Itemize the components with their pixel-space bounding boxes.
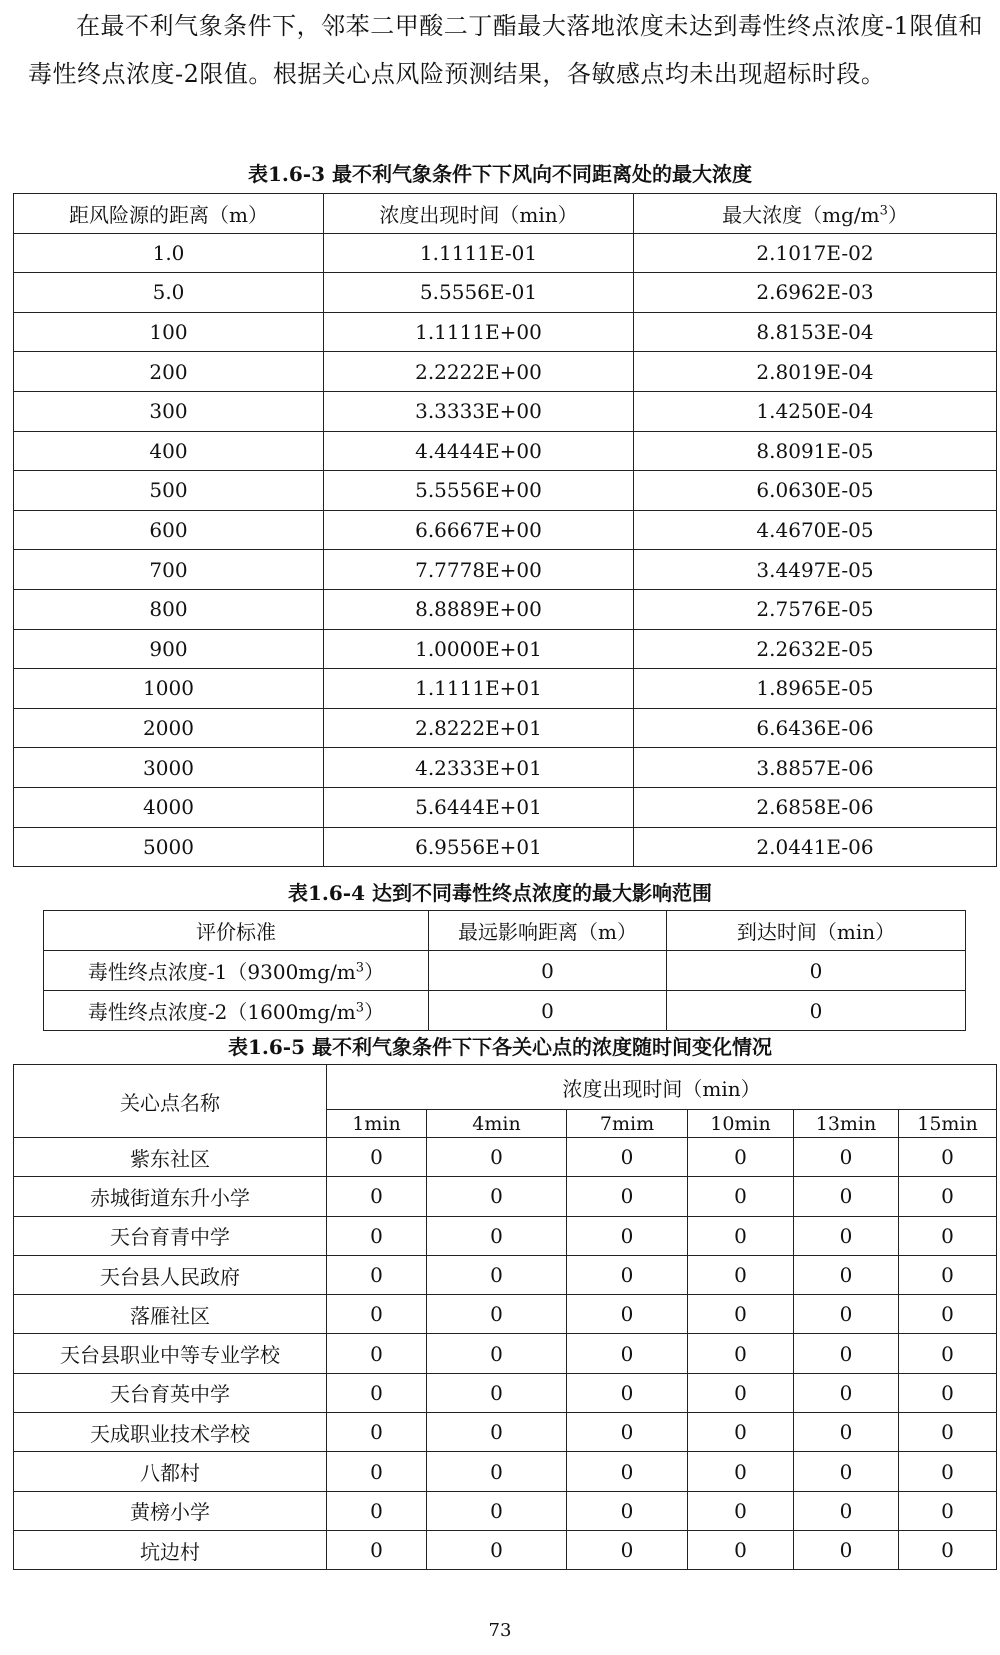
table-165 bbox=[13, 1064, 997, 1570]
concentration-value-cell: 0 bbox=[427, 1373, 567, 1412]
time-cell: 5.5556E-01 bbox=[324, 273, 634, 313]
table-row bbox=[14, 589, 997, 629]
header-time: 浓度出现时间（min） bbox=[324, 194, 634, 234]
concentration-value-cell: 0 bbox=[567, 1452, 688, 1491]
concentration-cell: 2.2632E-05 bbox=[634, 629, 997, 669]
time-cell: 0 bbox=[667, 951, 966, 991]
table-header-row bbox=[14, 194, 997, 234]
table-row bbox=[14, 1216, 997, 1255]
table-row bbox=[14, 629, 997, 669]
table-row bbox=[14, 1373, 997, 1412]
concentration-cell: 6.6436E-06 bbox=[634, 708, 997, 748]
concentration-value-cell: 0 bbox=[327, 1491, 427, 1530]
concentration-cell: 2.8019E-04 bbox=[634, 352, 997, 392]
concentration-value-cell: 0 bbox=[427, 1452, 567, 1491]
header-time-group: 浓度出现时间（min） bbox=[327, 1065, 997, 1110]
concentration-value-cell: 0 bbox=[427, 1216, 567, 1255]
concentration-value-cell: 0 bbox=[427, 1413, 567, 1452]
concentration-value-cell: 0 bbox=[899, 1295, 997, 1334]
table-row bbox=[14, 787, 997, 827]
concentration-value-cell: 0 bbox=[794, 1216, 899, 1255]
concentration-value-cell: 0 bbox=[899, 1413, 997, 1452]
time-cell: 6.9556E+01 bbox=[324, 827, 634, 867]
concentration-value-cell: 0 bbox=[327, 1452, 427, 1491]
point-name-cell: 天台育英中学 bbox=[14, 1373, 327, 1412]
concentration-cell: 3.8857E-06 bbox=[634, 748, 997, 788]
concentration-value-cell: 0 bbox=[899, 1491, 997, 1530]
concentration-value-cell: 0 bbox=[427, 1138, 567, 1177]
concentration-value-cell: 0 bbox=[688, 1413, 794, 1452]
time-cell: 1.1111E-01 bbox=[324, 233, 634, 273]
standard-text: 毒性终点浓度-2（1600mg/m bbox=[87, 1000, 356, 1024]
standard-text: 毒性终点浓度-1（9300mg/m bbox=[87, 960, 356, 984]
time-cell: 1.1111E+01 bbox=[324, 669, 634, 709]
header-standard: 评价标准 bbox=[44, 911, 429, 951]
table-row bbox=[14, 1491, 997, 1530]
point-name-cell: 天成职业技术学校 bbox=[14, 1413, 327, 1452]
concentration-value-cell: 0 bbox=[327, 1295, 427, 1334]
distance-cell: 400 bbox=[14, 431, 324, 471]
header-max-concentration-text: 最大浓度（mg/m bbox=[722, 202, 880, 227]
table-row bbox=[44, 951, 966, 991]
time-column-header: 13min bbox=[794, 1110, 899, 1138]
concentration-value-cell: 0 bbox=[794, 1334, 899, 1373]
concentration-value-cell: 0 bbox=[794, 1413, 899, 1452]
concentration-value-cell: 0 bbox=[794, 1255, 899, 1294]
concentration-cell: 8.8091E-05 bbox=[634, 431, 997, 471]
concentration-cell: 2.6962E-03 bbox=[634, 273, 997, 313]
table-row bbox=[14, 827, 997, 867]
distance-cell: 800 bbox=[14, 589, 324, 629]
concentration-cell: 2.6858E-06 bbox=[634, 787, 997, 827]
superscript: 3 bbox=[355, 960, 365, 976]
concentration-value-cell: 0 bbox=[567, 1491, 688, 1530]
distance-cell: 500 bbox=[14, 471, 324, 511]
table-row bbox=[14, 391, 997, 431]
table-row bbox=[14, 708, 997, 748]
distance-cell: 3000 bbox=[14, 748, 324, 788]
concentration-value-cell: 0 bbox=[327, 1373, 427, 1412]
concentration-value-cell: 0 bbox=[899, 1334, 997, 1373]
table-row bbox=[14, 312, 997, 352]
concentration-value-cell: 0 bbox=[688, 1255, 794, 1294]
concentration-value-cell: 0 bbox=[688, 1373, 794, 1412]
time-cell: 1.1111E+00 bbox=[324, 312, 634, 352]
table-row bbox=[14, 273, 997, 313]
point-name-cell: 天台县职业中等专业学校 bbox=[14, 1334, 327, 1373]
table-row bbox=[14, 1452, 997, 1491]
header-distance: 距风险源的距离（m） bbox=[14, 194, 324, 234]
point-name-cell: 天台育青中学 bbox=[14, 1216, 327, 1255]
concentration-value-cell: 0 bbox=[427, 1255, 567, 1294]
point-name-cell: 赤城街道东升小学 bbox=[14, 1177, 327, 1216]
table-row bbox=[14, 1413, 997, 1452]
time-column-header: 4min bbox=[427, 1110, 567, 1138]
standard-close: ） bbox=[364, 960, 385, 984]
concentration-value-cell: 0 bbox=[567, 1530, 688, 1569]
time-cell: 0 bbox=[667, 991, 966, 1031]
table-row bbox=[44, 991, 966, 1031]
distance-cell: 5.0 bbox=[14, 273, 324, 313]
concentration-value-cell: 0 bbox=[688, 1216, 794, 1255]
table-row bbox=[14, 748, 997, 788]
time-column-header: 7mim bbox=[567, 1110, 688, 1138]
table-row bbox=[14, 669, 997, 709]
point-name-cell: 落雁社区 bbox=[14, 1295, 327, 1334]
concentration-value-cell: 0 bbox=[327, 1530, 427, 1569]
distance-cell: 200 bbox=[14, 352, 324, 392]
concentration-value-cell: 0 bbox=[794, 1138, 899, 1177]
time-column-header: 10min bbox=[688, 1110, 794, 1138]
table-header-row bbox=[44, 911, 966, 951]
concentration-cell: 3.4497E-05 bbox=[634, 550, 997, 590]
distance-cell: 0 bbox=[429, 951, 667, 991]
distance-cell: 600 bbox=[14, 510, 324, 550]
point-name-cell: 紫东社区 bbox=[14, 1138, 327, 1177]
point-name-cell: 八都村 bbox=[14, 1452, 327, 1491]
concentration-cell: 4.4670E-05 bbox=[634, 510, 997, 550]
table-row bbox=[14, 1177, 997, 1216]
concentration-value-cell: 0 bbox=[567, 1373, 688, 1412]
table-row bbox=[14, 1295, 997, 1334]
distance-cell: 700 bbox=[14, 550, 324, 590]
concentration-value-cell: 0 bbox=[794, 1373, 899, 1412]
concentration-value-cell: 0 bbox=[688, 1491, 794, 1530]
concentration-value-cell: 0 bbox=[567, 1177, 688, 1216]
table-row bbox=[14, 510, 997, 550]
concentration-value-cell: 0 bbox=[427, 1530, 567, 1569]
table-164-caption: 表1.6-4 达到不同毒性终点浓度的最大影响范围 bbox=[288, 881, 712, 905]
concentration-value-cell: 0 bbox=[794, 1452, 899, 1491]
time-cell: 7.7778E+00 bbox=[324, 550, 634, 590]
header-arrival-time: 到达时间（min） bbox=[667, 911, 966, 951]
time-cell: 4.4444E+00 bbox=[324, 431, 634, 471]
time-column-header: 15min bbox=[899, 1110, 997, 1138]
distance-cell: 900 bbox=[14, 629, 324, 669]
distance-cell: 300 bbox=[14, 391, 324, 431]
point-name-cell: 天台县人民政府 bbox=[14, 1255, 327, 1294]
concentration-value-cell: 0 bbox=[427, 1177, 567, 1216]
table-row bbox=[14, 352, 997, 392]
table-row bbox=[14, 431, 997, 471]
time-cell: 5.6444E+01 bbox=[324, 787, 634, 827]
concentration-value-cell: 0 bbox=[688, 1177, 794, 1216]
time-cell: 2.8222E+01 bbox=[324, 708, 634, 748]
concentration-value-cell: 0 bbox=[688, 1452, 794, 1491]
concentration-value-cell: 0 bbox=[899, 1530, 997, 1569]
concentration-cell: 1.8965E-05 bbox=[634, 669, 997, 709]
distance-cell: 4000 bbox=[14, 787, 324, 827]
header-farthest-distance: 最远影响距离（m） bbox=[429, 911, 667, 951]
concentration-value-cell: 0 bbox=[567, 1138, 688, 1177]
concentration-value-cell: 0 bbox=[327, 1413, 427, 1452]
distance-cell: 1000 bbox=[14, 669, 324, 709]
concentration-value-cell: 0 bbox=[427, 1491, 567, 1530]
concentration-cell: 8.8153E-04 bbox=[634, 312, 997, 352]
concentration-value-cell: 0 bbox=[327, 1138, 427, 1177]
table-row bbox=[14, 471, 997, 511]
time-cell: 4.2333E+01 bbox=[324, 748, 634, 788]
table-163-caption: 表1.6-3 最不利气象条件下下风向不同距离处的最大浓度 bbox=[248, 162, 752, 186]
intro-paragraph: 在最不利气象条件下，邻苯二甲酸二丁酯最大落地浓度未达到毒性终点浓度-1限值和毒性终点浓度-2限值。根据关心点风险预测结果，各敏感点均未出现超标时段。 bbox=[28, 12, 983, 88]
concentration-value-cell: 0 bbox=[899, 1138, 997, 1177]
concentration-value-cell: 0 bbox=[427, 1334, 567, 1373]
table-164 bbox=[43, 910, 966, 1031]
header-close: ） bbox=[887, 202, 908, 227]
concentration-value-cell: 0 bbox=[567, 1295, 688, 1334]
concentration-value-cell: 0 bbox=[688, 1530, 794, 1569]
header-point-name: 关心点名称 bbox=[14, 1065, 327, 1138]
time-cell: 8.8889E+00 bbox=[324, 589, 634, 629]
concentration-value-cell: 0 bbox=[899, 1255, 997, 1294]
concentration-value-cell: 0 bbox=[688, 1138, 794, 1177]
concentration-value-cell: 0 bbox=[567, 1255, 688, 1294]
concentration-cell: 1.4250E-04 bbox=[634, 391, 997, 431]
concentration-value-cell: 0 bbox=[327, 1334, 427, 1373]
time-cell: 6.6667E+00 bbox=[324, 510, 634, 550]
concentration-value-cell: 0 bbox=[899, 1216, 997, 1255]
table-row bbox=[14, 233, 997, 273]
concentration-value-cell: 0 bbox=[327, 1177, 427, 1216]
concentration-cell: 6.0630E-05 bbox=[634, 471, 997, 511]
distance-cell: 1.0 bbox=[14, 233, 324, 273]
concentration-value-cell: 0 bbox=[794, 1177, 899, 1216]
distance-cell: 0 bbox=[429, 991, 667, 1031]
distance-cell: 5000 bbox=[14, 827, 324, 867]
distance-cell: 2000 bbox=[14, 708, 324, 748]
concentration-value-cell: 0 bbox=[427, 1295, 567, 1334]
header-max-concentration bbox=[634, 194, 997, 234]
concentration-value-cell: 0 bbox=[794, 1530, 899, 1569]
concentration-value-cell: 0 bbox=[899, 1452, 997, 1491]
concentration-value-cell: 0 bbox=[688, 1334, 794, 1373]
standard-close: ） bbox=[364, 1000, 385, 1024]
table-row bbox=[14, 1334, 997, 1373]
time-cell: 3.3333E+00 bbox=[324, 391, 634, 431]
concentration-value-cell: 0 bbox=[688, 1295, 794, 1334]
table-row bbox=[14, 1138, 997, 1177]
table-row bbox=[14, 1255, 997, 1294]
distance-cell: 100 bbox=[14, 312, 324, 352]
page-number: 73 bbox=[488, 1620, 512, 1641]
concentration-value-cell: 0 bbox=[567, 1413, 688, 1452]
table-group-header-row bbox=[14, 1065, 997, 1110]
time-cell: 5.5556E+00 bbox=[324, 471, 634, 511]
time-column-header: 1min bbox=[327, 1110, 427, 1138]
concentration-value-cell: 0 bbox=[327, 1255, 427, 1294]
concentration-value-cell: 0 bbox=[567, 1334, 688, 1373]
point-name-cell: 坑边村 bbox=[14, 1530, 327, 1569]
concentration-value-cell: 0 bbox=[794, 1295, 899, 1334]
superscript: 3 bbox=[355, 1000, 365, 1016]
concentration-cell: 2.1017E-02 bbox=[634, 233, 997, 273]
concentration-cell: 2.7576E-05 bbox=[634, 589, 997, 629]
table-163 bbox=[13, 193, 997, 867]
time-cell: 1.0000E+01 bbox=[324, 629, 634, 669]
time-cell: 2.2222E+00 bbox=[324, 352, 634, 392]
table-row bbox=[14, 550, 997, 590]
concentration-value-cell: 0 bbox=[899, 1373, 997, 1412]
table-row bbox=[14, 1530, 997, 1569]
standard-cell bbox=[44, 991, 429, 1031]
superscript: 3 bbox=[879, 203, 888, 219]
table-165-caption: 表1.6-5 最不利气象条件下下各关心点的浓度随时间变化情况 bbox=[228, 1035, 772, 1059]
concentration-value-cell: 0 bbox=[567, 1216, 688, 1255]
concentration-value-cell: 0 bbox=[899, 1177, 997, 1216]
concentration-value-cell: 0 bbox=[794, 1491, 899, 1530]
standard-cell bbox=[44, 951, 429, 991]
point-name-cell: 黄榜小学 bbox=[14, 1491, 327, 1530]
concentration-value-cell: 0 bbox=[327, 1216, 427, 1255]
concentration-cell: 2.0441E-06 bbox=[634, 827, 997, 867]
